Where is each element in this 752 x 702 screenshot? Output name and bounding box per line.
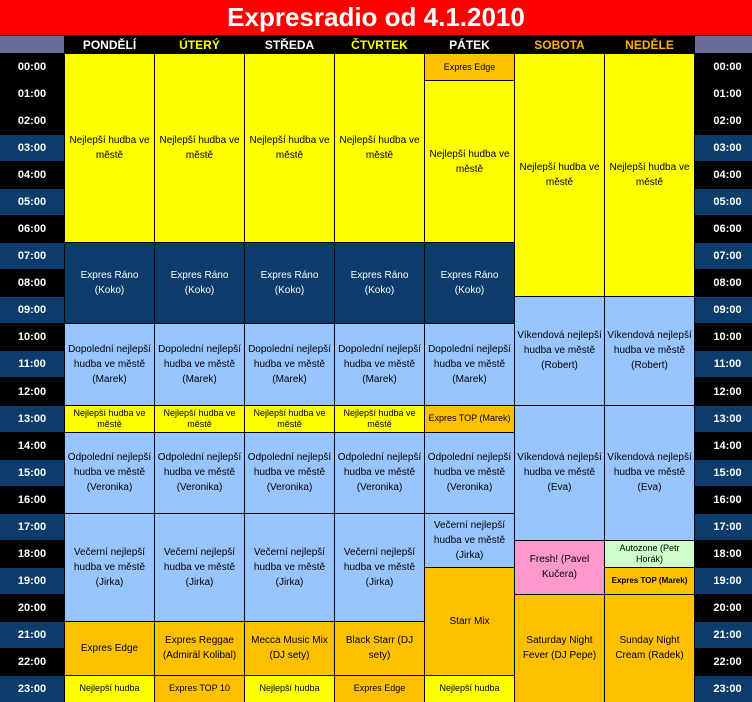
time-label-left: 05:00 (0, 189, 64, 215)
page-title: Expresradio od 4.1.2010 (0, 0, 752, 36)
program-block: Nejlepší hudba ve městě (245, 406, 334, 432)
header-corner-left (0, 36, 64, 53)
program-block: Fresh! (Pavel Kučera) (515, 541, 604, 594)
time-label-left: 00:00 (0, 54, 64, 80)
time-label-left: 14:00 (0, 433, 64, 459)
program-block: Expres Edge (335, 676, 424, 702)
program-block: Starr Mix (425, 568, 514, 675)
program-block: Nejlepší hudba (245, 676, 334, 702)
time-label-left: 23:00 (0, 676, 64, 702)
program-block: Black Starr (DJ sety) (335, 622, 424, 675)
schedule-grid (0, 36, 752, 702)
program-block: Nejlepší hudba ve městě (425, 81, 514, 242)
program-block: Víkendová nejlepší hudba ve městě (Eva) (515, 406, 604, 540)
program-block: Odpolední nejlepší hudba ve městě (Veronika) (425, 433, 514, 513)
program-block: Dopolední nejlepší hudba ve městě (Marek) (65, 324, 154, 404)
program-block: Expres TOP 10 (155, 676, 244, 702)
time-label-right: 14:00 (695, 433, 752, 459)
day-header: ČTVRTEK (335, 36, 424, 53)
program-block: Nejlepší hudba ve městě (605, 54, 694, 296)
time-label-right: 09:00 (695, 297, 752, 323)
program-block: Víkendová nejlepší hudba ve městě (Robert) (605, 297, 694, 404)
time-label-left: 11:00 (0, 351, 64, 377)
program-block: Expres TOP (Marek) (605, 568, 694, 594)
program-block: Expres Ráno (Koko) (425, 243, 514, 323)
time-label-left: 19:00 (0, 568, 64, 594)
time-label-right: 06:00 (695, 216, 752, 242)
program-block: Expres Ráno (Koko) (245, 243, 334, 323)
time-label-right: 20:00 (695, 595, 752, 621)
program-block: Expres Edge (425, 54, 514, 80)
time-label-right: 19:00 (695, 568, 752, 594)
program-block: Večerní nejlepší hudba ve městě (Jirka) (335, 514, 424, 621)
time-label-right: 21:00 (695, 622, 752, 648)
header-corner-right (695, 36, 752, 53)
time-label-right: 17:00 (695, 514, 752, 540)
time-label-right: 03:00 (695, 135, 752, 161)
time-label-right: 12:00 (695, 378, 752, 404)
program-block: Nejlepší hudba ve městě (155, 406, 244, 432)
time-label-right: 08:00 (695, 270, 752, 296)
day-header: STŘEDA (245, 36, 334, 53)
time-label-left: 17:00 (0, 514, 64, 540)
program-block: Dopolední nejlepší hudba ve městě (Marek) (245, 324, 334, 404)
program-block: Večerní nejlepší hudba ve městě (Jirka) (65, 514, 154, 621)
time-label-left: 06:00 (0, 216, 64, 242)
time-label-right: 02:00 (695, 108, 752, 134)
day-header: SOBOTA (515, 36, 604, 53)
time-label-right: 16:00 (695, 487, 752, 513)
program-block: Víkendová nejlepší hudba ve městě (Eva) (605, 406, 694, 540)
program-block: Mecca Music Mix (DJ sety) (245, 622, 334, 675)
program-block: Nejlepší hudba ve městě (155, 54, 244, 242)
program-block: Nejlepší hudba ve městě (245, 54, 334, 242)
time-label-right: 01:00 (695, 81, 752, 107)
program-block: Expres Ráno (Koko) (155, 243, 244, 323)
time-label-left: 22:00 (0, 649, 64, 675)
program-block: Nejlepší hudba ve městě (65, 54, 154, 242)
time-label-left: 01:00 (0, 81, 64, 107)
program-block: Nejlepší hudba (425, 676, 514, 702)
time-label-right: 07:00 (695, 243, 752, 269)
time-label-left: 18:00 (0, 541, 64, 567)
time-label-right: 04:00 (695, 162, 752, 188)
time-label-left: 07:00 (0, 243, 64, 269)
day-header: PONDĚLÍ (65, 36, 154, 53)
time-label-left: 02:00 (0, 108, 64, 134)
program-block: Nejlepší hudba ve městě (515, 54, 604, 296)
day-header: NEDĚLE (605, 36, 694, 53)
program-block: Odpolední nejlepší hudba ve městě (Veronika) (65, 433, 154, 513)
program-block: Dopolední nejlepší hudba ve městě (Marek) (335, 324, 424, 404)
program-block: Autozone (Petr Horák) (605, 541, 694, 567)
time-label-left: 10:00 (0, 324, 64, 350)
day-header: PÁTEK (425, 36, 514, 53)
program-block: Expres TOP (Marek) (425, 406, 514, 432)
time-label-right: 22:00 (695, 649, 752, 675)
program-block: Dopolední nejlepší hudba ve městě (Marek) (155, 324, 244, 404)
program-block: Večerní nejlepší hudba ve městě (Jirka) (425, 514, 514, 567)
time-label-right: 13:00 (695, 406, 752, 432)
time-label-left: 21:00 (0, 622, 64, 648)
time-label-right: 11:00 (695, 351, 752, 377)
time-label-left: 13:00 (0, 406, 64, 432)
time-label-right: 00:00 (695, 54, 752, 80)
program-block: Odpolední nejlepší hudba ve městě (Veronika) (245, 433, 334, 513)
program-block: Expres Ráno (Koko) (65, 243, 154, 323)
time-label-left: 15:00 (0, 460, 64, 486)
program-block: Expres Edge (65, 622, 154, 675)
program-block: Odpolední nejlepší hudba ve městě (Veronika) (155, 433, 244, 513)
time-label-left: 20:00 (0, 595, 64, 621)
time-label-left: 08:00 (0, 270, 64, 296)
time-label-right: 23:00 (695, 676, 752, 702)
program-block: Nejlepší hudba ve městě (335, 406, 424, 432)
program-block: Saturday Night Fever (DJ Pepe) (515, 595, 604, 702)
program-block: Expres Ráno (Koko) (335, 243, 424, 323)
program-block: Nejlepší hudba ve městě (335, 54, 424, 242)
program-block: Nejlepší hudba ve městě (65, 406, 154, 432)
time-label-left: 03:00 (0, 135, 64, 161)
time-label-right: 10:00 (695, 324, 752, 350)
program-block: Dopolední nejlepší hudba ve městě (Marek) (425, 324, 514, 404)
time-label-right: 18:00 (695, 541, 752, 567)
program-block: Večerní nejlepší hudba ve městě (Jirka) (245, 514, 334, 621)
time-label-left: 12:00 (0, 378, 64, 404)
time-label-left: 04:00 (0, 162, 64, 188)
time-label-right: 15:00 (695, 460, 752, 486)
program-block: Expres Reggae (Admirál Kolibal) (155, 622, 244, 675)
time-label-left: 09:00 (0, 297, 64, 323)
program-block: Nejlepší hudba (65, 676, 154, 702)
time-label-left: 16:00 (0, 487, 64, 513)
program-block: Odpolední nejlepší hudba ve městě (Veronika) (335, 433, 424, 513)
program-block: Večerní nejlepší hudba ve městě (Jirka) (155, 514, 244, 621)
program-block: Víkendová nejlepší hudba ve městě (Robert) (515, 297, 604, 404)
time-label-right: 05:00 (695, 189, 752, 215)
program-block: Sunday Night Cream (Radek) (605, 595, 694, 702)
day-header: ÚTERÝ (155, 36, 244, 53)
